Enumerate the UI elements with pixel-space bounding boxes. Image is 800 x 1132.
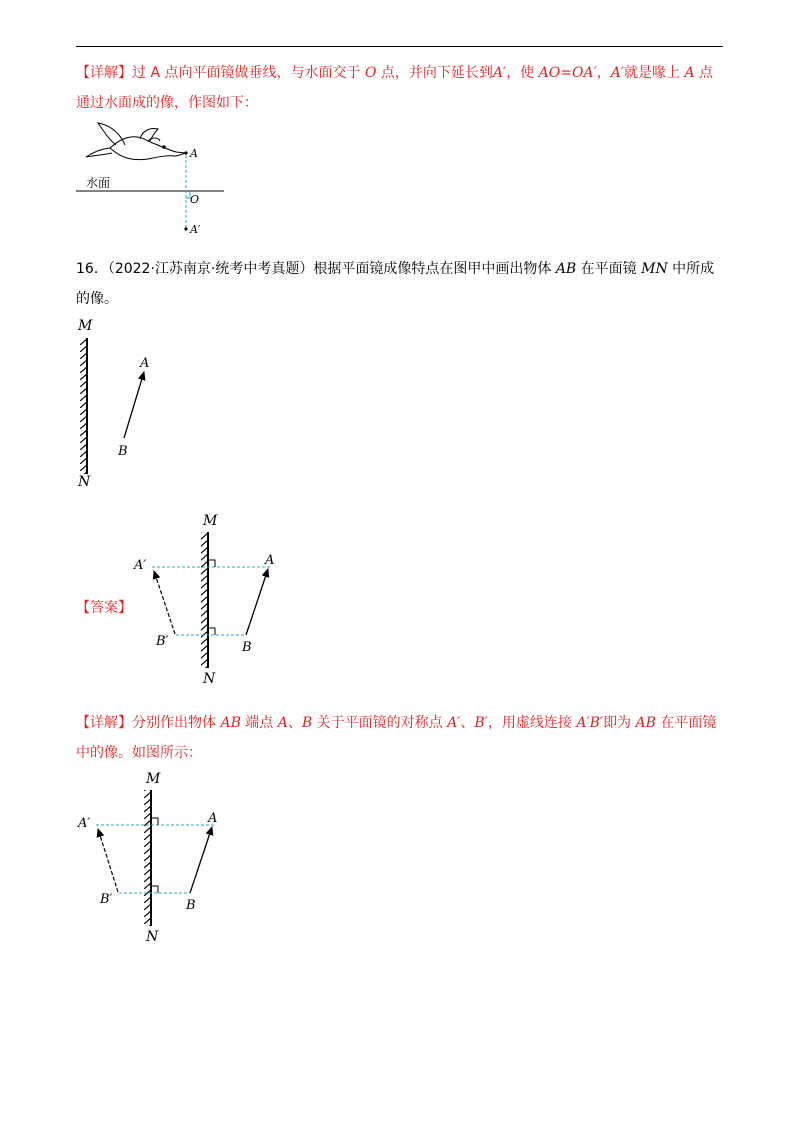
mirror-N-label: N [146, 929, 159, 945]
answer-mirror-figure [0, 505, 300, 690]
explanation-tag: 【详解】 [76, 65, 132, 81]
point-A-prime-label: A′ [78, 816, 91, 831]
point-B-prime-label: B′ [100, 892, 113, 907]
explanation-mirror-figure [0, 763, 260, 948]
object-AB-arrow [190, 827, 212, 893]
question-number: 16． [76, 261, 108, 277]
mirror-M-label: M [146, 771, 161, 787]
mirror-M-label: M [203, 513, 218, 529]
question-mirror-figure [0, 310, 200, 500]
explanation-1: 【详解】过 A 点向平面镜做垂线，与水面交于 O 点，并向下延长到A′，使 AO=OA′，A′就是喙上 A 点通过水面成的像，作图如下： [76, 65, 714, 111]
explanation-tag: 【详解】 [76, 715, 132, 731]
point-A-label: A [140, 356, 150, 371]
mirror-hatching [80, 338, 87, 474]
right-angle-mark-A [151, 818, 158, 825]
point-A-label: A [190, 147, 198, 160]
object-AB-arrow [124, 372, 144, 438]
mirror-hatching [144, 790, 151, 926]
right-angle-mark-B [208, 628, 215, 635]
mirror-N-label: N [78, 474, 91, 490]
point-A-label: A [208, 811, 218, 826]
explanation-2: 【详解】分别作出物体 AB 端点 A、B 关于平面镜的对称点 A′、B′，用虚线连接 A′B′即为 AB 在平面镜中的像。如图所示： [76, 715, 717, 761]
point-B-label: B [242, 640, 252, 655]
right-angle-mark-A [208, 560, 215, 567]
point-B-label: B [186, 898, 196, 913]
right-angle-mark-B [151, 886, 158, 893]
bird-reflection-figure [0, 115, 240, 245]
question-source: （2022·江苏南京·统考中考真题） [107, 261, 314, 277]
point-B-label: B [118, 444, 128, 459]
point-O-label: O [190, 193, 200, 206]
bird-drawing [86, 123, 186, 160]
water-surface-label: 水面 [86, 176, 111, 190]
mirror-M-label: M [78, 318, 93, 334]
point-A-prime-label: A′ [134, 558, 147, 573]
mirror-hatching [201, 532, 208, 668]
answer-tag: 【答案】 [76, 600, 132, 616]
header-rule [76, 46, 723, 47]
image-A-prime-B-prime-dashed-arrow [98, 829, 118, 892]
image-A-prime-B-prime-dashed-arrow [154, 571, 175, 634]
point-B-prime-label: B′ [156, 634, 169, 649]
point-A-label: A [265, 553, 275, 568]
question-16: 16．（2022·江苏南京·统考中考真题）根据平面镜成像特点在图甲中画出物体 AB 在平面镜 MN 中所成的像。 [76, 261, 715, 307]
point-A-prime-label: A′ [190, 223, 201, 236]
object-AB-arrow [246, 569, 268, 635]
mirror-N-label: N [203, 671, 216, 687]
